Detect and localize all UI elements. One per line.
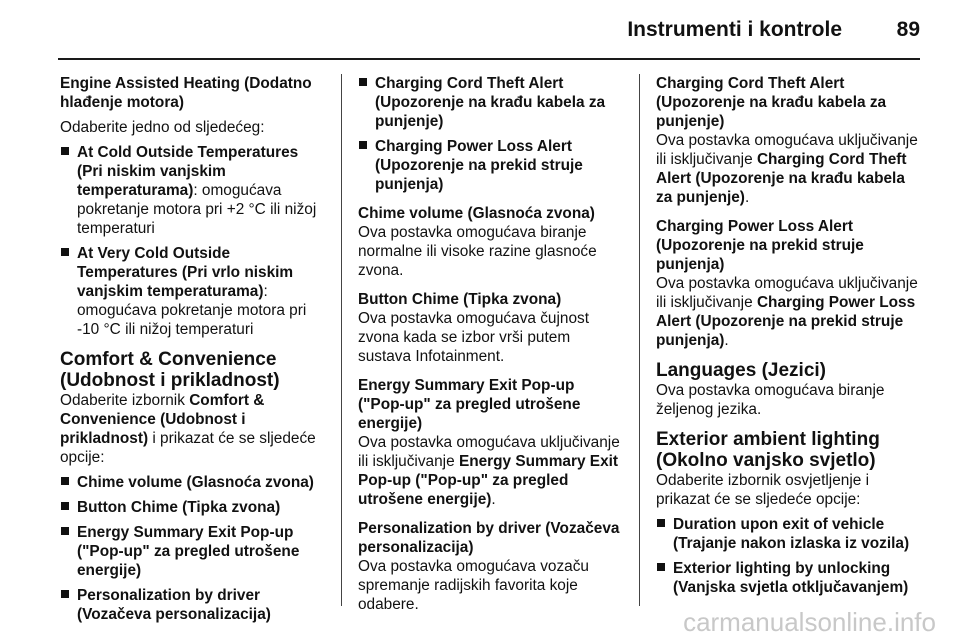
- list-item-bold: Personalization by driver (Vozačeva personalizacija): [77, 587, 271, 623]
- paragraph-text: Ova postavka omogućava uključivanje ili isključivanje: [656, 132, 918, 168]
- block: [358, 290, 624, 366]
- subheading: Charging Cord Theft Alert (Upozorenje na krađu kabela za punjenje): [656, 75, 887, 130]
- paragraph: Ova postavka omogućava vozaču spremanje radijskih favorita koje odabere.: [358, 558, 589, 613]
- list-item: [60, 244, 326, 339]
- list-item: [656, 559, 922, 597]
- paragraph-text: .: [744, 189, 750, 206]
- section-heading-languages: Languages (Jezici): [656, 360, 826, 381]
- subheading: Button Chime (Tipka zvona): [358, 291, 562, 308]
- paragraph-bold: Charging Power Loss Alert (Upozorenje na prekid struje punjenja): [656, 294, 916, 349]
- paragraph-text: Ova postavka omogućava uključivanje ili isključivanje: [358, 434, 620, 470]
- list-item: [358, 74, 624, 131]
- bullet-square-icon: [61, 527, 69, 535]
- header-rule: [58, 58, 920, 60]
- column-1: [60, 74, 326, 624]
- bullet-list: [60, 143, 326, 339]
- list-item-bold: Exterior lighting by unlocking (Vanjska svjetla otključavanjem): [673, 560, 909, 596]
- subheading: Chime volume (Glasnoća zvona): [358, 205, 595, 222]
- list-item: [60, 473, 326, 492]
- page-number: 89: [896, 18, 920, 41]
- bullet-square-icon: [61, 590, 69, 598]
- list-item: [656, 515, 922, 553]
- list-item-bold: Chime volume (Glasnoća zvona): [77, 474, 314, 491]
- bullet-square-icon: [61, 477, 69, 485]
- paragraph: [656, 131, 922, 207]
- bullet-square-icon: [359, 78, 367, 86]
- paragraph: Ova postavka omogućava biranje željenog jezika.: [656, 382, 885, 418]
- column-divider-1: [341, 74, 342, 606]
- column-2: [358, 74, 624, 614]
- block: [358, 519, 624, 614]
- list-item: [60, 143, 326, 238]
- watermark: carmanualsonline.info: [683, 607, 936, 637]
- list-item: [60, 586, 326, 624]
- paragraph-text: Ova postavka omogućava uključivanje ili isključivanje: [656, 275, 918, 311]
- bullet-square-icon: [657, 519, 665, 527]
- paragraph-text: .: [491, 491, 496, 508]
- section-heading-comfort: Comfort & Convenience (Udobnost i prikladnost): [60, 349, 280, 391]
- paragraph: Ova postavka omogućava čujnost zvona kada se izbor vrši putem sustava Infotainment.: [358, 310, 589, 365]
- paragraph: Ova postavka omogućava biranje normalne ili visoke razine glasnoće zvona.: [358, 224, 597, 279]
- list-item: [358, 137, 624, 194]
- page-title: Instrumenti i kontrole: [627, 18, 842, 41]
- bullet-square-icon: [61, 248, 69, 256]
- paragraph-bold: Comfort & Convenience (Udobnost i prikladnost): [60, 392, 265, 447]
- paragraph-bold: Charging Cord Theft Alert (Upozorenje na krađu kabela za punjenje): [656, 151, 907, 206]
- paragraph: [656, 274, 922, 350]
- list-item-text: : omogućava pokretanje motora pri -10 °C ili nižoj temperaturi: [77, 283, 307, 338]
- list-item-bold: Duration upon exit of vehicle (Trajanje nakon izlaska iz vozila): [673, 516, 910, 552]
- bullet-square-icon: [61, 147, 69, 155]
- paragraph: Odaberite jedno od sljedećeg:: [60, 119, 265, 136]
- list-item-bold: At Very Cold Outside Temperatures (Pri vrlo niskim vanjskim temperaturama): [77, 245, 294, 300]
- list-item: [60, 498, 326, 517]
- bullet-square-icon: [657, 563, 665, 571]
- list-item-bold: Charging Power Loss Alert (Upozorenje na prekid struje punjenja): [375, 138, 583, 193]
- paragraph-text: .: [724, 332, 729, 349]
- bullet-list: [358, 74, 624, 194]
- block: [358, 204, 624, 280]
- bullet-square-icon: [61, 502, 69, 510]
- block: [656, 217, 922, 350]
- list-item-bold: Charging Cord Theft Alert (Upozorenje na krađu kabela za punjenje): [375, 75, 606, 130]
- page-header: [0, 0, 960, 58]
- bullet-list: [60, 473, 326, 624]
- section-heading-exterior-lighting: Exterior ambient lighting (Okolno vanjsko svjetlo): [656, 429, 880, 471]
- column-3: [656, 74, 922, 597]
- paragraph-text: Odaberite izbornik: [60, 392, 190, 409]
- paragraph: Odaberite izbornik osvjetljenje i prikazat će se sljedeće opcije:: [656, 472, 870, 508]
- list-item-bold: Energy Summary Exit Pop-up ("Pop-up" za pregled utrošene energije): [77, 524, 300, 579]
- block: [656, 74, 922, 207]
- bullet-list: [656, 515, 922, 597]
- list-item-bold: At Cold Outside Temperatures (Pri niskim vanjskim temperaturama): [77, 144, 299, 199]
- paragraph: [60, 391, 326, 467]
- block: [358, 376, 624, 509]
- column-divider-2: [639, 74, 640, 606]
- subheading: Energy Summary Exit Pop-up ("Pop-up" za pregled utrošene energije): [358, 377, 581, 432]
- bullet-square-icon: [359, 141, 367, 149]
- subheading: Personalization by driver (Vozačeva personalizacija): [358, 520, 620, 556]
- list-item-text: : omogućava pokretanje motora pri +2 °C ili nižoj temperaturi: [77, 182, 317, 237]
- paragraph-text: i prikazat će se sljedeće opcije:: [60, 430, 316, 466]
- subheading: Charging Power Loss Alert (Upozorenje na prekid struje punjenja): [656, 218, 864, 273]
- subheading-engine-assisted-heating: Engine Assisted Heating (Dodatno hlađenje motora): [60, 75, 312, 111]
- list-item-bold: Button Chime (Tipka zvona): [77, 499, 281, 516]
- list-item: [60, 523, 326, 580]
- paragraph-bold: Energy Summary Exit Pop-up ("Pop-up" za pregled utrošene energije): [358, 453, 619, 508]
- paragraph: [358, 433, 624, 509]
